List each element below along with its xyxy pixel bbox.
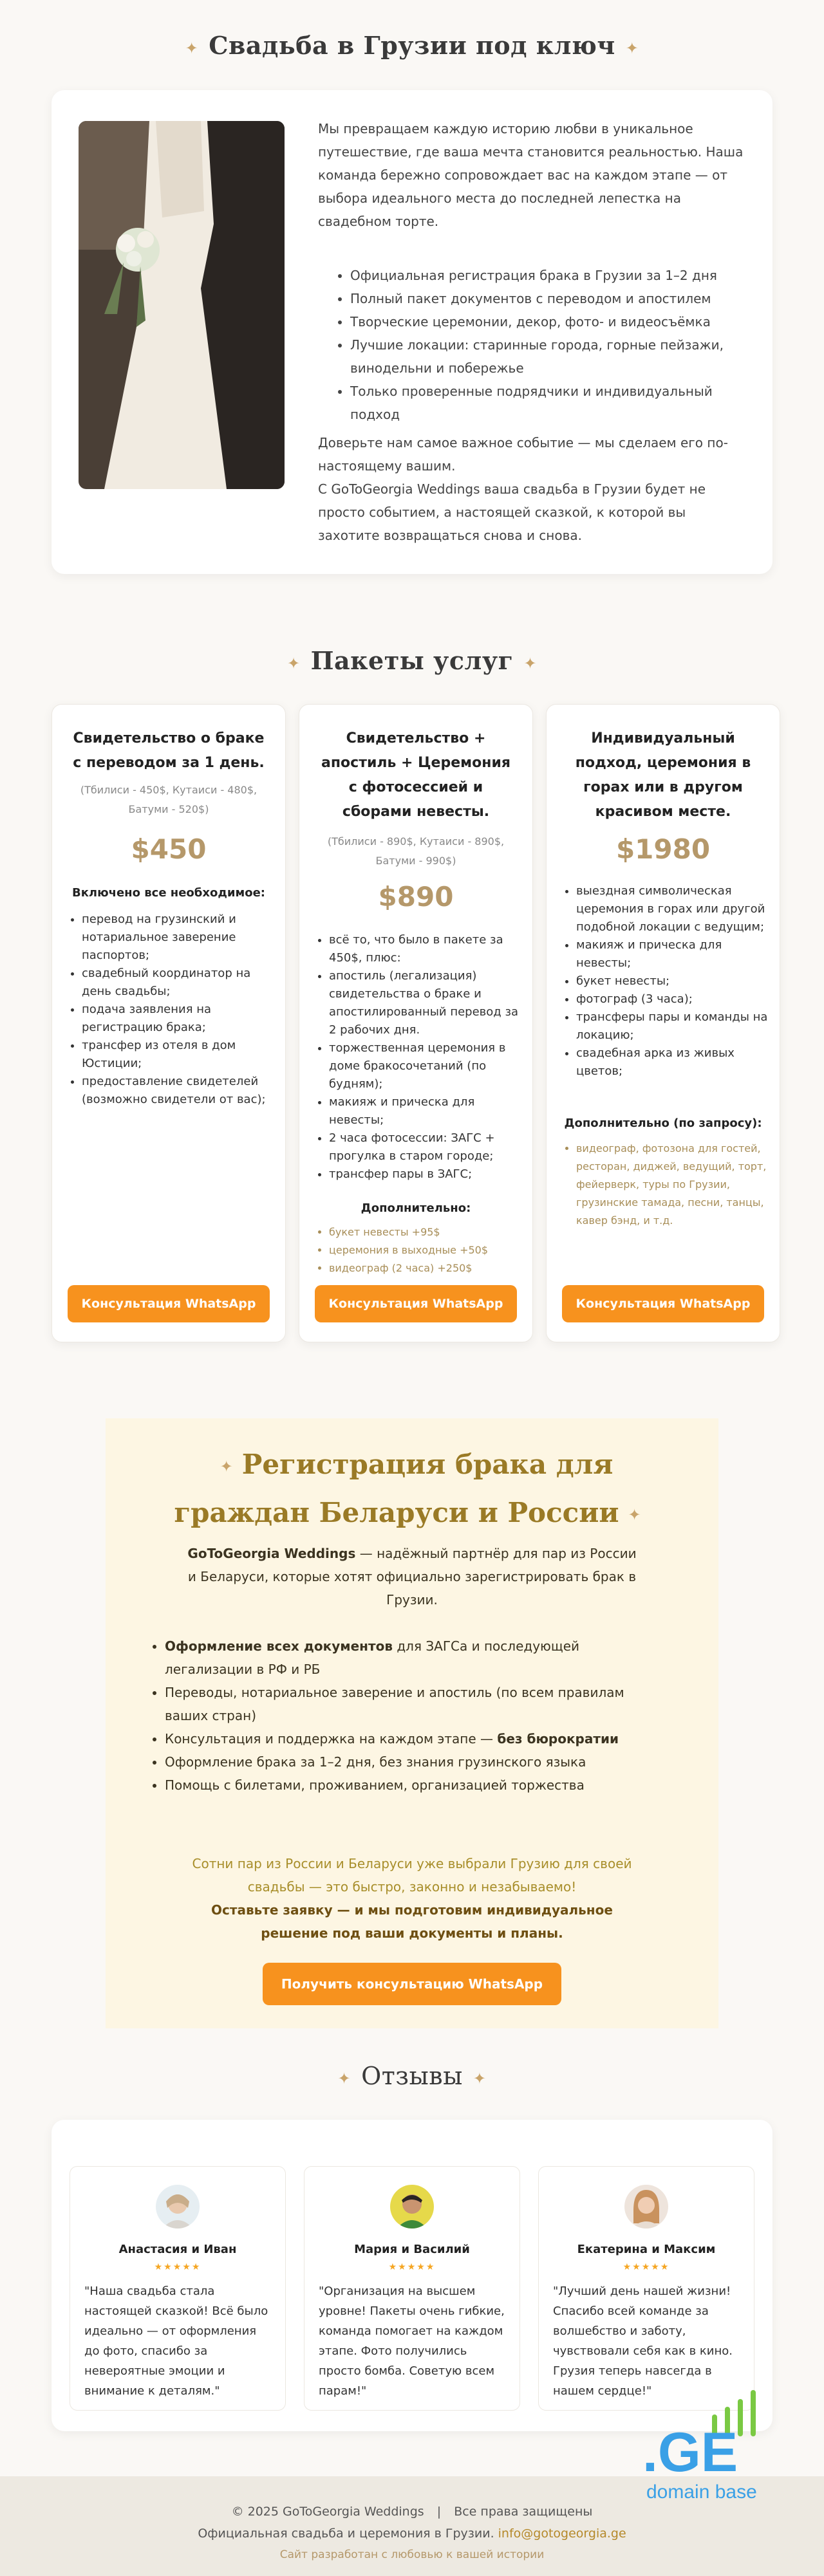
list-item: • трансфер пары в ЗАГС; (329, 1165, 521, 1183)
whatsapp-consult-button[interactable]: Консультация WhatsApp (562, 1285, 764, 1322)
package-extras-list (562, 1140, 768, 1230)
package-features-list (315, 931, 521, 1183)
brand-name: GoToGeorgia Weddings (187, 1546, 356, 1561)
list-item: • 2 часа фотосессии: ЗАГС + прогулка в старом городе; (329, 1129, 521, 1165)
list-item: • торжественная церемония в доме бракосочетаний (по будням); (329, 1039, 521, 1093)
list-item: • видеограф, фотозона для гостей, ресторан, диджей, ведущий, торт, фейерверк, туры по Грузии, грузинские тамада, песни, танцы, кавер бэнд, и т.д. (576, 1140, 768, 1230)
footer-credit: Сайт разработан с любовью к вашей истории (279, 2548, 545, 2561)
review-text: "Лучший день нашей жизни! Спасибо всей команде за волшебство и заботу, чувствовали себя как в кино. Грузия теперь навсегда в нашем сердце!" (553, 2284, 733, 2398)
list-item: • фотограф (3 часа); (576, 990, 768, 1008)
package-extra-label: Дополнительно: (360, 1201, 471, 1215)
review-author: Екатерина и Максим (577, 2243, 716, 2256)
hero-title: ✦ Свадьба в Грузии под ключ ✦ (185, 31, 639, 60)
list-item: • трансфер из отеля в дом Юстиции; (82, 1037, 274, 1073)
list-item: • перевод на грузинский и нотариальное заверение паспортов; (82, 911, 274, 965)
decor-star-icon: ✦ (628, 1506, 641, 1524)
package-card-890 (299, 704, 533, 1342)
hero-paragraph: Доверьте нам самое важное событие — мы сделаем его по-настоящему вашим. (318, 435, 728, 474)
list-item: • Лучшие локации: старинные города, горные пейзажи, винодельни и побережье (350, 333, 747, 380)
whatsapp-get-consult-button[interactable]: Получить консультацию WhatsApp (263, 1963, 561, 2005)
belarus-russia-cta: Сотни пар из России и Беларуси уже выбрали Грузию для своей свадьбы — это быстро, законно и незабываемо! (192, 1856, 632, 1895)
rating-stars-icon: ★★★★★ (154, 2262, 201, 2272)
list-item: • Помощь с билетами, проживанием, организацией торжества (165, 1774, 641, 1797)
package-city-prices: (Тбилиси - 450$, Кутаиси - 480$, Батуми - 520$) (80, 784, 258, 815)
decor-star-icon: ✦ (473, 2069, 487, 2088)
list-item: • церемония в выходные +50$ (329, 1241, 521, 1259)
package-card-1980 (546, 704, 780, 1342)
list-item: • Оформление всех документов для ЗАГСа и последующей легализации в РФ и РБ (165, 1635, 641, 1681)
reviews-title: ✦ Отзывы ✦ (337, 2062, 487, 2090)
list-item: • всё то, что было в пакете за 450$, плюс: (329, 931, 521, 967)
belarus-russia-section (106, 1418, 718, 2028)
list-item: • макияж и прическа для невесты; (329, 1093, 521, 1129)
review-author: Анастасия и Иван (118, 2243, 237, 2256)
belarus-russia-cta-bold: Оставьте заявку — и мы подготовим индивидуальное решение под ваши документы и планы. (211, 1902, 613, 1941)
list-item: • букет невесты; (576, 972, 768, 990)
list-item: • букет невесты +95$ (329, 1223, 521, 1241)
list-item: • подача заявления на регистрацию брака; (82, 1001, 274, 1037)
ge-logo-caption: domain base (646, 2481, 757, 2503)
hero-paragraph: Мы превращаем каждую историю любви в уникальное путешествие, где ваша мечта становится реальностью. Наша команда бережно сопровождает вас на каждом этапе — от выбора идеального места до последней лепестка на свадебном торте. (318, 121, 744, 229)
list-item: • Официальная регистрация брака в Грузии за 1–2 дня (350, 264, 747, 287)
package-features-list (562, 882, 768, 1080)
package-price: $1980 (615, 833, 711, 865)
bride-photo (79, 121, 285, 489)
package-price: $890 (378, 881, 454, 913)
list-item: • макияж и прическа для невесты; (576, 936, 768, 972)
list-item: • Переводы, нотариальное заверение и апостиль (по всем правилам ваших стран) (165, 1681, 641, 1727)
list-item: • Полный пакет документов с переводом и апостилем (350, 287, 747, 310)
list-item: • апостиль (легализация) свидетельства о браке и апостилированный перевод за 2 рабочих дня. (329, 967, 521, 1039)
list-item: • Творческие церемонии, декор, фото- и видеосъёмка (350, 310, 747, 333)
package-extras-list (315, 1223, 521, 1277)
list-item: • Только проверенные подрядчики и индивидуальный подход (350, 380, 747, 426)
footer-email-link[interactable]: info@gotogeorgia.ge (498, 2526, 626, 2541)
list-item: • свадебная арка из живых цветов; (576, 1044, 768, 1080)
package-card-450 (52, 704, 286, 1342)
belarus-russia-intro: GoToGeorgia Weddings — надёжный партнёр для пар из России и Беларуси, которые хотят официально зарегистрировать брак в Грузии. (187, 1546, 637, 1608)
decor-star-icon: ✦ (625, 39, 639, 57)
footer-copyright-line: © 2025 GoToGeorgia Weddings | Все права защищены (231, 2505, 593, 2519)
belarus-russia-title: ✦ Регистрация брака для граждан Беларуси и России ✦ (174, 1449, 641, 1528)
ge-logo-mark: .GE (642, 2422, 738, 2483)
whatsapp-consult-button[interactable]: Консультация WhatsApp (68, 1285, 270, 1322)
avatar (624, 2185, 668, 2229)
belarus-russia-list (151, 1635, 641, 1797)
package-name: Свидетельство о браке с переводом за 1 день. (73, 730, 265, 771)
reviews-container (52, 2120, 772, 2431)
hero-card (52, 90, 772, 574)
avatar (390, 2185, 434, 2229)
list-item: • выездная символическая церемония в горах или другой подобной локации с ведущим; (576, 882, 768, 936)
decor-star-icon: ✦ (337, 2069, 351, 2088)
list-item: • предоставление свидетелей (возможно свидетели от вас); (82, 1073, 274, 1109)
list-item: • видеограф (2 часа) +250$ (329, 1259, 521, 1277)
package-name: Индивидуальный подход, церемония в горах или в другом красивом месте. (575, 730, 751, 820)
review-author: Мария и Василий (354, 2243, 470, 2256)
hero-paragraph: С GoToGeorgia Weddings ваша свадьба в Грузии будет не просто событием, а настоящей сказкой, к которой вы захотите возвращаться снова и снова. (318, 481, 706, 543)
whatsapp-consult-button[interactable]: Консультация WhatsApp (315, 1285, 517, 1322)
review-card (304, 2166, 520, 2411)
package-features-list (68, 911, 274, 1109)
packages-title: ✦ Пакеты услуг ✦ (286, 646, 538, 675)
package-name: Свидетельство + апостиль + Церемония с фотосессией и сборами невесты. (321, 730, 510, 820)
package-price: $450 (131, 833, 207, 865)
decor-star-icon: ✦ (523, 654, 538, 672)
review-card (70, 2166, 286, 2411)
package-included-label: Включено все необходимое: (72, 886, 265, 900)
ge-logo-icon (637, 2389, 779, 2511)
decor-star-icon: ✦ (286, 654, 301, 672)
list-item: • Консультация и поддержка на каждом этапе — без бюрократии (165, 1727, 641, 1750)
hero-benefits-list (318, 264, 747, 426)
review-text: "Наша свадьба стала настоящей сказкой! Всё было идеально — от оформления до фото, спасибо за невероятные эмоции и внимание к деталям." (84, 2284, 268, 2398)
ge-domain-logo (637, 2389, 779, 2511)
package-city-prices: (Тбилиси - 890$, Кутаиси - 890$, Батуми - 990$) (327, 835, 505, 867)
list-item: • трансферы пары и команды на локацию; (576, 1008, 768, 1044)
package-extra-label: Дополнительно (по запросу): (564, 1117, 762, 1130)
footer-contact-line: Официальная свадьба и церемония в Грузии. info@gotogeorgia.ge (198, 2526, 626, 2541)
rating-stars-icon: ★★★★★ (388, 2262, 436, 2272)
review-card (538, 2166, 754, 2411)
decor-star-icon: ✦ (220, 1458, 233, 1476)
hero-text (318, 117, 747, 547)
avatar (156, 2185, 200, 2229)
list-item: • свадебный координатор на день свадьбы; (82, 965, 274, 1001)
review-text: "Организация на высшем уровне! Пакеты очень гибкие, команда помогает на каждом этапе. Фото получились просто бомба. Советую всем парам!" (319, 2284, 505, 2398)
decor-star-icon: ✦ (185, 39, 199, 57)
rating-stars-icon: ★★★★★ (623, 2262, 670, 2272)
list-item: • Оформление брака за 1–2 дня, без знания грузинского языка (165, 1750, 641, 1774)
